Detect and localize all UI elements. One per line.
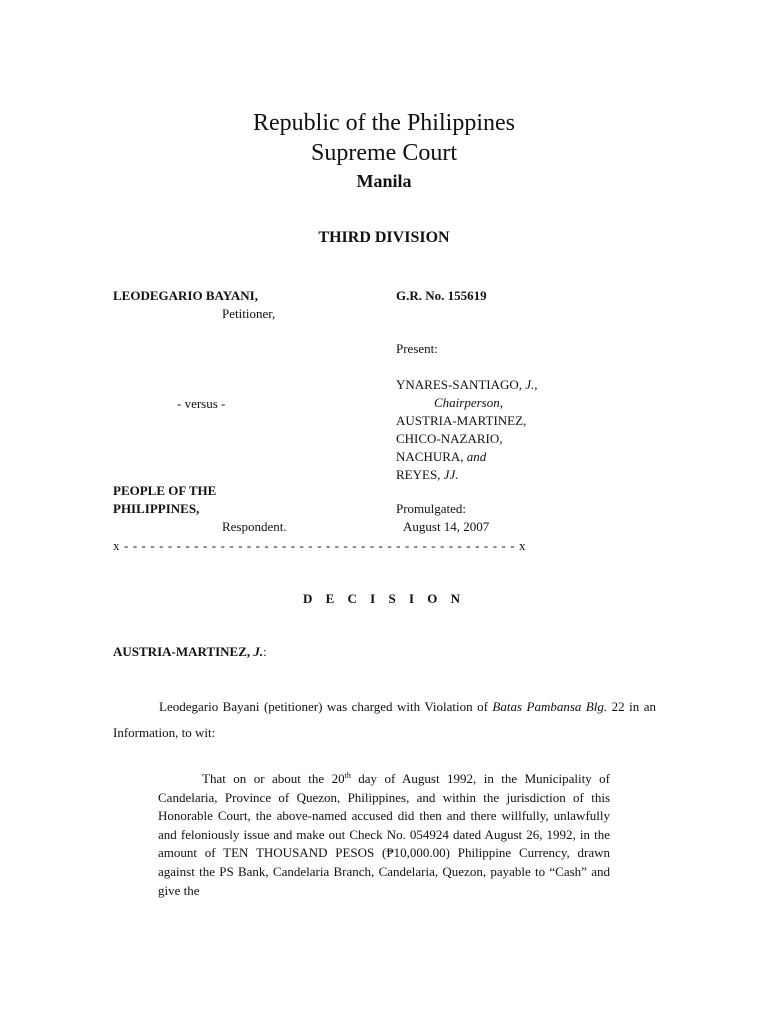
justice-line: [396, 376, 538, 394]
promulgated-date: August 14, 2007: [403, 519, 490, 534]
information-quote: [158, 770, 610, 900]
city-heading: Manila: [356, 171, 412, 191]
justice-suffix: J.,: [522, 377, 538, 392]
ordinal-suffix: th: [344, 771, 351, 780]
ponente-suffix: J.: [253, 644, 264, 659]
present-label: Present:: [396, 341, 438, 356]
justice-name: YNARES-SANTIAGO,: [396, 377, 523, 392]
body-paragraph: [113, 694, 656, 746]
justice-name: REYES,: [396, 467, 441, 482]
court-heading: Supreme Court: [311, 140, 457, 166]
decision-title: D E C I S I O N: [302, 591, 466, 606]
statute-name: Batas Pambansa Blg.: [492, 699, 608, 714]
ponente-line: [113, 643, 267, 661]
republic-heading: Republic of the Philippines: [253, 110, 515, 136]
quote-text: day of August 1992, in the Municipality of Candelaria, Province of Quezon, Philippines, and within the jurisdiction of this Honorable Court, the above-named accused did then and there willfully, unlawfully and feloniously issue and make out Check No. 054924 dated August 26, 1992, in the amount of TEN THOUSAND PESOS (₱10,000.00) Philippine Currency, drawn against the PS Bank, Candelaria Branch, Candelaria, Quezon, payable to “Cash” and give the: [158, 771, 611, 898]
justice-name: CHICO-NAZARIO,: [396, 431, 503, 446]
paragraph-text: Leodegario Bayani (petitioner) was charged with Violation of: [159, 699, 493, 714]
division-heading: THIRD DIVISION: [318, 229, 450, 246]
justice-line: [396, 412, 526, 430]
justice-name: AUSTRIA-MARTINEZ,: [396, 413, 527, 428]
justice-name: NACHURA,: [396, 449, 464, 464]
chairperson-label: Chairperson,: [434, 395, 503, 410]
quote-text: That on or about the 20: [202, 771, 345, 786]
justice-line: [396, 466, 458, 484]
respondent-name-line2: PHILIPPINES,: [113, 501, 200, 516]
ponente-name: AUSTRIA-MARTINEZ,: [113, 644, 251, 659]
respondent-name-line1: PEOPLE OF THE: [113, 483, 217, 498]
respondent-label: Respondent.: [222, 519, 287, 534]
promulgated-label: Promulgated:: [396, 501, 467, 516]
ponente-colon: :: [263, 644, 267, 659]
caption-separator: x - - - - - - - - - - - - - - - - - - - - - - - - - - - - - - - - - - - - - - - - - - - - - x: [113, 538, 527, 553]
justice-suffix: JJ.: [440, 467, 459, 482]
justice-suffix: and: [463, 449, 487, 464]
case-number: G.R. No. 155619: [396, 288, 487, 303]
justice-line: [396, 448, 486, 466]
paragraph-text: 22 in an Information, to wit:: [113, 699, 656, 740]
petitioner-name: LEODEGARIO BAYANI,: [113, 288, 258, 303]
justice-line: [396, 430, 503, 448]
versus-label: - versus -: [177, 396, 226, 411]
petitioner-label: Petitioner,: [222, 306, 276, 321]
